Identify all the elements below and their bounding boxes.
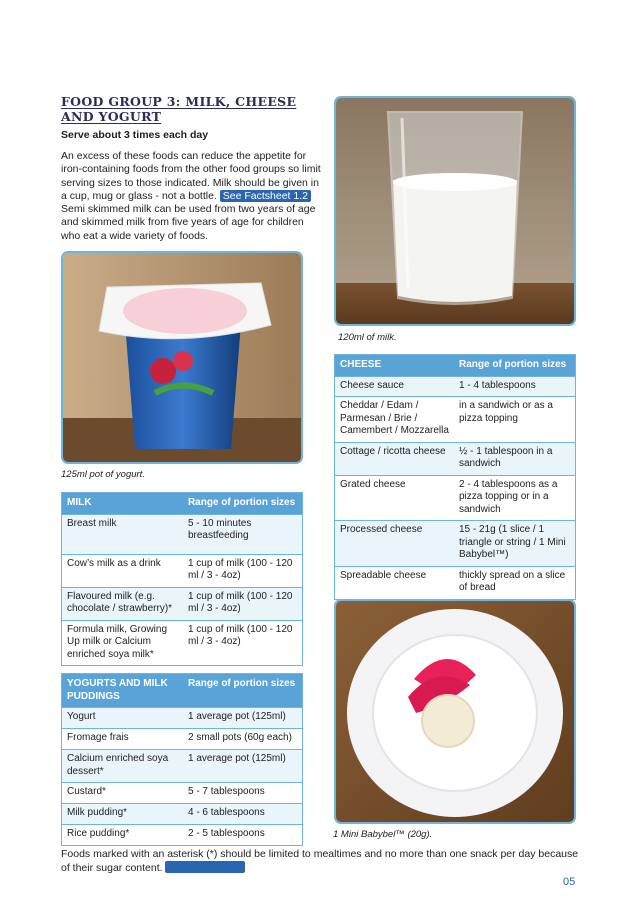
milk-glass-image xyxy=(336,98,574,324)
portion-cell: 5 - 7 tablespoons xyxy=(183,783,303,804)
food-cell: Spreadable cheese xyxy=(335,566,455,599)
food-cell: Processed cheese xyxy=(335,521,455,567)
yogurt-pot-image xyxy=(63,253,301,462)
food-cell: Custard* xyxy=(62,783,183,804)
column-header: Range of portion sizes xyxy=(183,674,303,708)
table-row xyxy=(335,521,576,567)
cheese-portion-table xyxy=(334,354,576,600)
portion-cell: thickly spread on a slice of bread xyxy=(454,566,576,599)
food-cell: Rice pudding* xyxy=(62,825,183,846)
yogurt-portion-table xyxy=(61,673,303,846)
table-header-row xyxy=(62,493,303,515)
table-row xyxy=(62,783,303,804)
table-row xyxy=(335,442,576,475)
portion-cell: 1 average pot (125ml) xyxy=(183,750,303,783)
milk-glass-photo xyxy=(334,96,576,326)
portion-cell: in a sandwich or as a pizza topping xyxy=(454,397,576,443)
portion-cell: 1 cup of milk (100 - 120 ml / 3 - 4oz) xyxy=(183,554,303,587)
factsheet-link[interactable]: See Factsheet 1.2 xyxy=(220,190,311,202)
food-cell: Breast milk xyxy=(62,514,183,554)
heading-line-2: AND YOGURT xyxy=(61,109,162,124)
table-row xyxy=(62,587,303,620)
sugar-footnote xyxy=(61,848,581,875)
portion-cell: 1 cup of milk (100 - 120 ml / 3 - 4oz) xyxy=(183,587,303,620)
yogurt-pot-photo xyxy=(61,251,303,464)
section-heading xyxy=(61,94,321,124)
page-number: 05 xyxy=(563,876,576,888)
food-cell: Cow’s milk as a drink xyxy=(62,554,183,587)
intro-paragraph xyxy=(61,150,321,243)
food-cell: Cottage / ricotta cheese xyxy=(335,442,455,475)
column-header: CHEESE xyxy=(335,355,455,377)
column-header: Range of portion sizes xyxy=(183,493,303,515)
food-cell: Flavoured milk (e.g. chocolate / strawberry)* xyxy=(62,587,183,620)
food-cell: Milk pudding* xyxy=(62,804,183,825)
portion-cell: 4 - 6 tablespoons xyxy=(183,804,303,825)
heading-line-1: FOOD GROUP 3: MILK, CHEESE xyxy=(61,94,297,109)
table-row xyxy=(62,825,303,846)
table-row xyxy=(335,397,576,443)
portion-cell: 1 - 4 tablespoons xyxy=(454,376,576,397)
babybel-photo xyxy=(334,599,576,824)
table-header-row xyxy=(62,674,303,708)
portion-cell: 2 small pots (60g each) xyxy=(183,729,303,750)
intro-text-1: An excess of these foods can reduce the appetite for iron-containing foods from the other food groups so limit serving sizes to those indicated. Milk should be given in a cup, mug or glass - not a bottle. xyxy=(61,150,321,202)
table-row xyxy=(62,514,303,554)
food-cell: Grated cheese xyxy=(335,475,455,521)
table-row xyxy=(335,376,576,397)
table-row xyxy=(335,566,576,599)
portion-cell: ½ - 1 tablespoon in a sandwich xyxy=(454,442,576,475)
column-header: Range of portion sizes xyxy=(454,355,576,377)
food-cell: Cheddar / Edam / Parmesan / Brie / Camembert / Mozzarella xyxy=(335,397,455,443)
yogurt-pot-caption: 125ml pot of yogurt. xyxy=(61,469,145,480)
portion-cell: 2 - 5 tablespoons xyxy=(183,825,303,846)
babybel-caption: 1 Mini Babybel™ (20g). xyxy=(333,829,433,840)
intro-text-2: Semi skimmed milk can be used from two years of age and skimmed milk from five years of age for children who eat a wide variety of foods. xyxy=(61,203,316,242)
column-header: MILK xyxy=(62,493,183,515)
table-row xyxy=(62,554,303,587)
portion-cell: 2 - 4 tablespoons as a pizza topping or in a sandwich xyxy=(454,475,576,521)
serving-guidance: Serve about 3 times each day xyxy=(61,129,209,141)
footnote-text: Foods marked with an asterisk (*) should be limited to mealtimes and no more than one snack per day because of their sugar content. xyxy=(61,848,579,874)
table-row xyxy=(62,804,303,825)
food-cell: Cheese sauce xyxy=(335,376,455,397)
food-cell: Formula milk, Growing Up milk or Calcium enriched soya milk* xyxy=(62,620,183,666)
milk-glass-caption: 120ml of milk. xyxy=(338,332,397,343)
food-cell: Yogurt xyxy=(62,708,183,729)
table-row xyxy=(62,620,303,666)
portion-cell: 1 cup of milk (100 - 120 ml / 3 - 4oz) xyxy=(183,620,303,666)
table-row xyxy=(335,475,576,521)
portion-cell: 1 average pot (125ml) xyxy=(183,708,303,729)
milk-portion-table xyxy=(61,492,303,666)
table-row xyxy=(62,708,303,729)
portion-cell: 15 - 21g (1 slice / 1 triangle or string / 1 Mini Babybel™) xyxy=(454,521,576,567)
table-header-row xyxy=(335,355,576,377)
column-header: YOGURTS AND MILK PUDDINGS xyxy=(62,674,183,708)
food-cell: Calcium enriched soya dessert* xyxy=(62,750,183,783)
portion-cell: 5 - 10 minutes breastfeeding xyxy=(183,514,303,554)
redaction-bar xyxy=(165,861,245,873)
food-cell: Fromage frais xyxy=(62,729,183,750)
babybel-image xyxy=(336,601,574,822)
table-row xyxy=(62,750,303,783)
table-row xyxy=(62,729,303,750)
